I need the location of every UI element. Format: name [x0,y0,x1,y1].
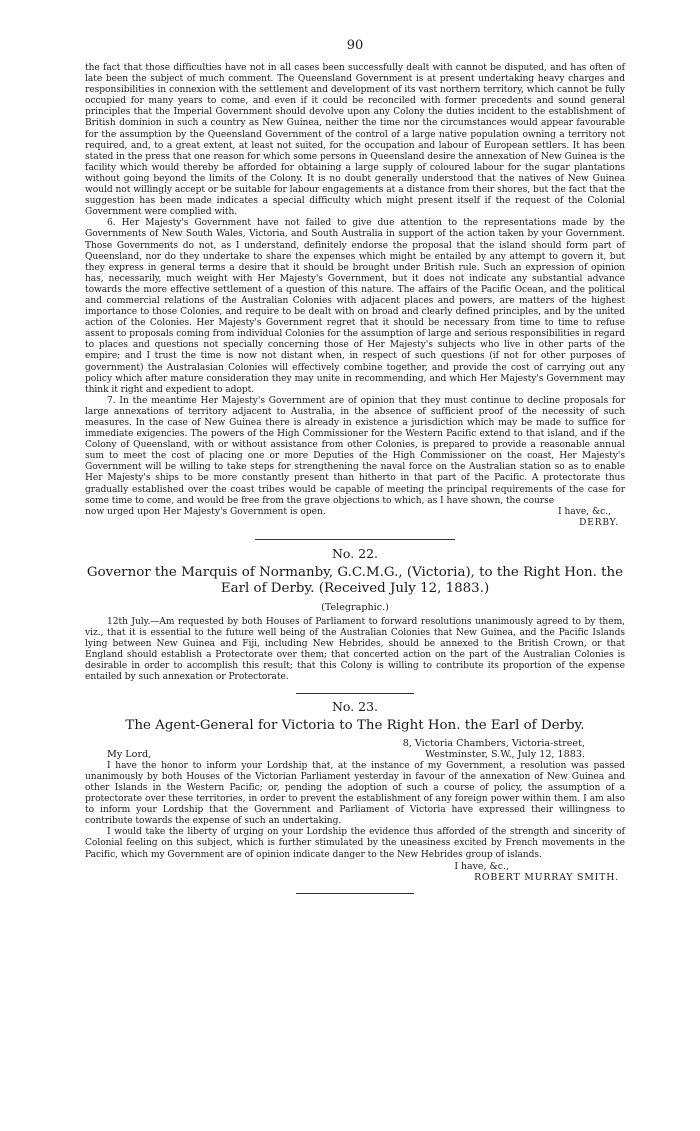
end-rule [296,893,414,894]
salutation: My Lord, [107,749,152,761]
letter-closing [85,861,625,884]
letter-paragraph-1: I have the honor to inform your Lordship that, at the instance of my Government, a resolution was passed unanimously by both Houses of the Victorian Parliament yesterday in favour of the annexation of New Guinea and other Islands in the Western Pacific; or, pending the adoption of such a course of policy, the assumption of a protectorate over these territories, in order to prevent the establishment of any foreign power within them. I am also to inform your Lordship that the Government and Parliament of Victoria have expressed their willingness to contribute towards the expense of such an undertaking. [85,760,625,827]
closing-formula: I have, &c., [454,860,509,872]
telegraphic-label: (Telegraphic.) [321,601,389,613]
document-number-23: No. 23. [331,698,379,714]
document-heading-22: Governor the Marquis of Normanby, G.C.M.G., (Victoria), to the Right Hon. the Earl of Derby. (Received July 12, 1883.) [86,564,624,597]
page-number: 90 [346,38,364,53]
section-divider [255,539,455,540]
salutation-row [85,749,625,760]
sender-address-line-2: Westminster, S.W., July 12, 1883. [425,749,585,761]
paragraph-7: 7. In the meantime Her Majesty's Government are of opinion that they must continue to decline proposals for large annexations of territory adjacent to Australia, in the absence of sufficient proof of the necessity of such measures. In the case of New Guinea there is already in existence a jurisdiction which may be made to suffice for immediate exigencies. The powers of the High Commissioner for the Western Pacific extend to that island, and if the Colony of Queensland, with or without assistance from other Colonies, is prepared to provide a reasonable annual sum to meet the cost of placing one or more Deputies of the High Commissioner on the coast, Her Majesty's Government will be willing to take steps for strengthening the naval force on the Australian station so as to enable Her Majesty's ships to be more constantly present than hitherto in that part of the Pacific. A protectorate thus gradually established over the coast tribes would be capable of meeting the principal requirements of the case for some time to come, and would be free from the grave objections to which, as I have shown, the course [85,395,625,506]
closing-formula: I have, &c., [557,506,611,517]
letter-paragraph-2: I would take the liberty of urging on your Lordship the evidence thus afforded of the strength and sincerity of Colonial feeling on this subject, which is further stimulated by the uneasiness excited by French movements in the Pacific, which my Government are of opinion indicate danger to the New Hebrides group of islands. [85,827,625,860]
paragraph-7-last-line [85,507,625,518]
document-page [85,38,625,894]
section-divider [296,693,414,694]
paragraph-continuation: the fact that those difficulties have not in all cases been successfully dealt with cannot be disputed, and has often of late been the subject of much comment. The Queensland Government is at present undertaking heavy charges and responsibilities in connexion with the settlement and development of its vast northern territory, which cannot be fully occupied for many years to come, and even if it could be reconciled with former precedents and sound general principles that the Imperial Government should devolve upon any Colony the duties incident to the establishment of British dominion in such a country as New Guinea, neither the time nor the circumstances would appear favourable for the assumption by the Queensland Government of the control of a large native population owning a territory not required, and, to a great extent, at least not suited, for the occupation and labour of European settlers. It has been stated in the press that one reason for which some persons in Queensland desire the annexation of New Guinea is the facility which would thereby be afforded for obtaining a large supply of coloured labour for the sugar plantations without going beyond the limits of the Colony. It is no doubt generally understood that the natives of New Guinea would not willingly accept or be suitable for labour engagements at a distance from their shores, but the fact that the suggestion has been made indicates a special difficulty which might present itself if the request of the Colonial Government were complied with. [85,63,625,218]
signature-smith: ROBERT MURRAY SMITH. [474,872,619,884]
sender-address-line-1: 8, Victoria Chambers, Victoria-street, [402,738,585,749]
document-heading-23: The Agent-General for Victoria to The Right Hon. the Earl of Derby. [125,717,585,733]
paragraph-6: 6. Her Majesty's Government have not failed to give due attention to the representations made by the Governments of New South Wales, Victoria, and South Australia in support of the action taken by your Government. Those Governments do not, as I understand, definitely endorse the proposal that the island should form part of Queensland, nor do they undertake to share the expenses which might be entailed by any attempt to govern it, but they express in general terms a desire that it should be brought under British rule. Such an expression of opinion has, necessarily, much weight with Her Majesty's Government, but it does not indicate any substantial advance towards the more effective settlement of a question of this nature. The affairs of the Pacific Ocean, and the political and commercial relations of the Australian Colonies with adjacent places and powers, are matters of the highest importance to those Colonies, and require to be dealt with on broad and clearly defined principles, and by the united action of the Colonies. Her Majesty's Government regret that it should be necessary from time to time to refuse assent to proposals coming from individual Colonies for the assumption of large and serious responsibilities in regard to places and questions not specially concerning those of Her Majesty's subjects who live in other parts of the empire; and I trust the time is now not distant when, in respect of such questions (if not for other purposes of government) the Australasian Colonies will effectively combine together, and provide the cost of carrying out any policy which after mature consideration they may unite in recommending, and which Her Majesty's Government may think it right and expedient to adopt. [85,218,625,395]
paragraph-7-end: now urged upon Her Majesty's Government is open. [85,506,326,517]
signature-derby: DERBY. [579,517,619,528]
document-number-22: No. 22. [331,545,379,561]
telegram-body: 12th July.—Am requested by both Houses of Parliament to forward resolutions unanimously agreed to by them, viz., that it is essential to the future well being of the Australian Colonies that New Guinea, and the Pacific Islands lying between New Guinea and Fiji, including New Hebrides, should be annexed to the British Crown, or that England should establish a Protectorate over them; that concerted action on the part of the Australian Colonies is desirable in order to accomplish this result; that this Colony is willing to contribute its proportion of the expense entailed by such annexation or Protectorate. [85,616,625,683]
